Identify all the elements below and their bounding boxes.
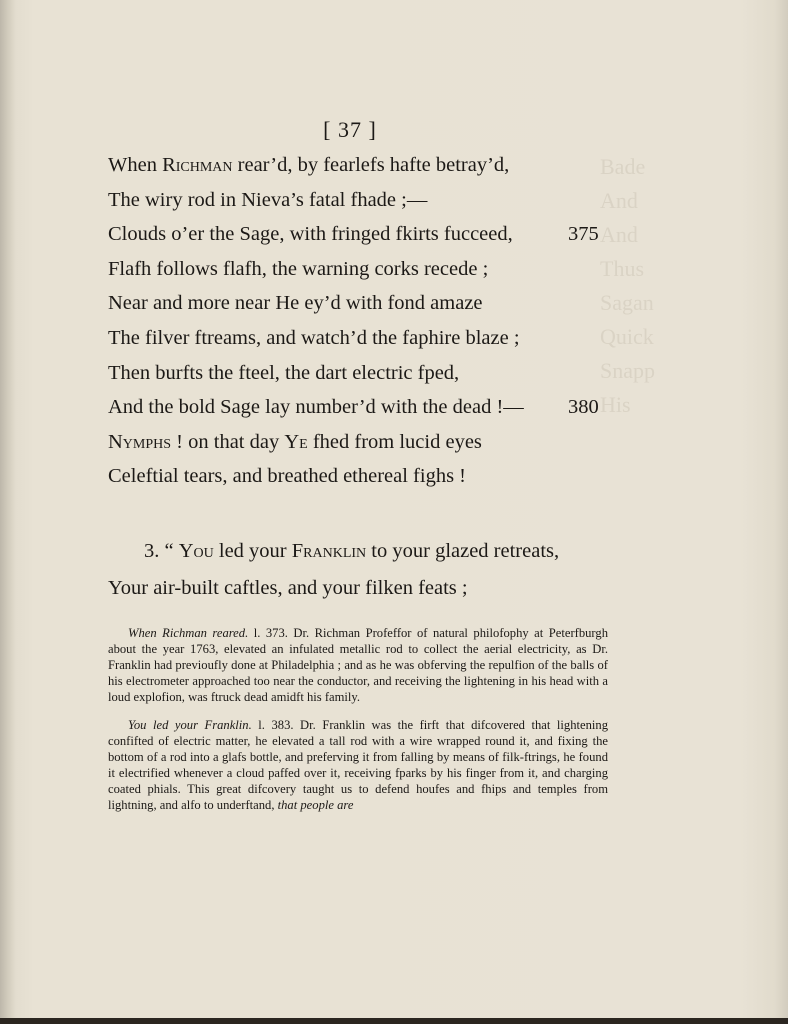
stanza-line: Your air-built caftles, and your filken feats ; xyxy=(108,577,468,599)
verse-line: Nymphs ! on that day Ye fhed from lucid eyes xyxy=(108,430,482,453)
verse-line: Near and more near He ey’d with fond amaze xyxy=(108,292,483,315)
verse-line: Clouds o’er the Sage, with fringed fkirts fucceed, 375 xyxy=(108,217,628,252)
show-through-word: Quick xyxy=(600,324,654,349)
footnote-tail: that people are xyxy=(277,798,354,812)
show-through-word: His xyxy=(600,392,631,417)
page-edge xyxy=(0,1018,788,1024)
footnote-lead: When Richman reared. xyxy=(128,626,249,640)
footnote xyxy=(108,717,608,813)
verse-line: The filver ftreams, and watch’d the faphire blaze ; xyxy=(108,326,520,349)
stanza-line: 3. “ You led your Franklin to your glazed retreats, xyxy=(144,540,560,562)
show-through-word: Bade xyxy=(600,154,646,179)
line-number: 375 xyxy=(568,223,599,246)
show-through-word: And xyxy=(600,222,638,247)
show-through-word: Snapp xyxy=(600,358,655,383)
verse-line: Celeftial tears, and breathed ethereal fighs ! xyxy=(108,465,467,488)
page-number: [ 37 ] xyxy=(323,117,377,142)
footnote-text: l. 373. Dr. Richman Profeffor of natural philofophy at Peterfburgh about the year 1763, elevated an infulated metallic rod to collect the aerial electricity, as Dr. Franklin had previoufly done at Philadelphia ; and as he was obferving the repulfion of the balls of his electrometer approached too near the conductor, and receiving the lightening in his head with a loud explofion, was ftruck dead amidft his family. xyxy=(108,626,608,704)
footnote-text: l. 383. Dr. Franklin was the firft that difcovered that lightening confifted of electric matter, he elevated a tall rod with a wire wrapped round it, and fixing the bottom of a rod into a glafs bottle, and preferving it from falling by means of filk-ftrings, he found it electrified whenever a cloud paffed over it, receiving fparks by his finger from it, and charging coated phials. This great difcovery taught us to defend houfes and fhips and temples from lightning, and alfo to underftand, xyxy=(108,718,608,812)
footnote-lead: You led your Franklin. xyxy=(128,718,252,732)
footnote xyxy=(108,625,608,705)
show-through-word: And xyxy=(600,188,638,213)
show-through-word: Thus xyxy=(600,256,644,281)
verse-line: Then burfts the fteel, the dart electric fped, xyxy=(108,361,460,384)
page-header xyxy=(0,117,700,143)
stanza-block xyxy=(108,533,668,607)
footnotes xyxy=(108,625,608,825)
verse-line: Flafh follows flafh, the warning corks recede ; xyxy=(108,257,489,280)
verse-line: And the bold Sage lay number’d with the dead !— 380 xyxy=(108,390,628,425)
verse-line: When Richman rear’d, by fearlefs hafte betray’d, xyxy=(108,154,510,176)
show-through-word: Sagan xyxy=(600,290,654,315)
line-number: 380 xyxy=(568,396,599,419)
verse-block xyxy=(108,148,628,494)
verse-line: The wiry rod in Nieva’s fatal fhade ;— xyxy=(108,188,428,211)
